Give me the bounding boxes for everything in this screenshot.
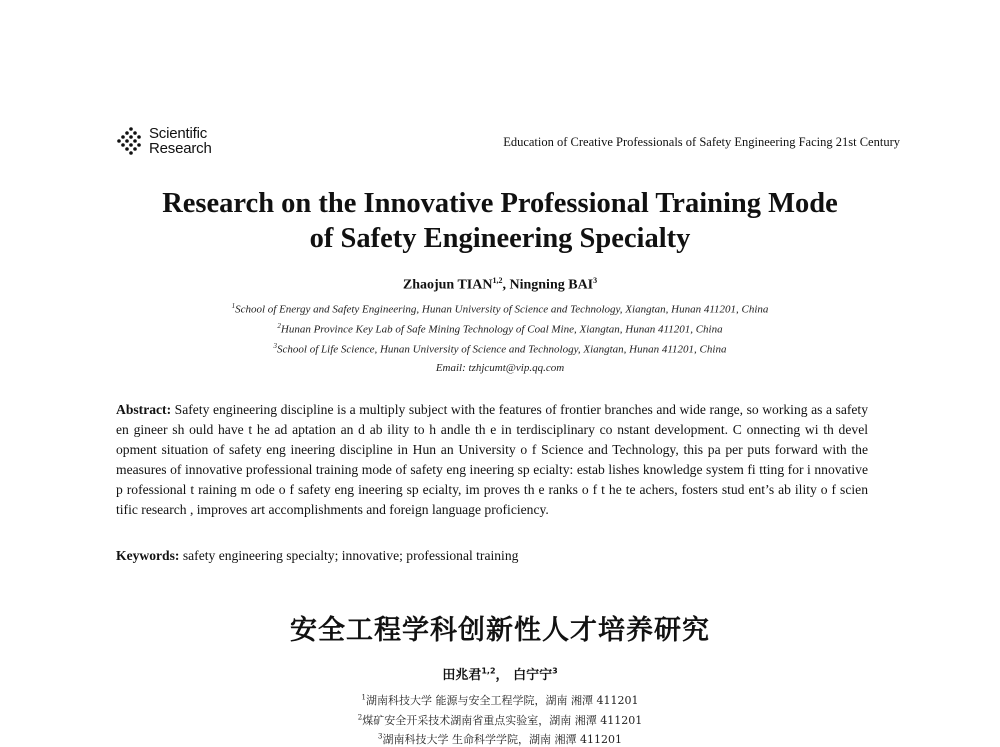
publisher-logo-mark-icon	[115, 126, 145, 156]
running-head: Education of Creative Professionals of Safety Engineering Facing 21st Century	[503, 135, 900, 149]
affiliation-text: Hunan Province Key Lab of Safe Mining Technology of Coal Mine, Xiangtan, Hunan 411201, China	[280, 323, 723, 336]
chinese-author-name: 白宁宁	[513, 668, 553, 683]
keywords	[116, 548, 868, 564]
abstract	[116, 400, 868, 520]
chinese-author-sup: 3	[552, 666, 558, 676]
paper-title	[0, 186, 1000, 256]
chinese-affiliation-text: 湖南科技大学 能源与安全工程学院，湖南 湘潭 411201	[365, 694, 639, 707]
email-label: Email:	[435, 362, 466, 374]
chinese-author-separator: ，	[495, 668, 514, 683]
page-header	[115, 123, 900, 159]
chinese-affiliation-sup: 2	[357, 713, 363, 722]
chinese-affiliation	[0, 692, 1000, 708]
title-line-2: of Safety Engineering Specialty	[309, 223, 691, 254]
keywords-text: safety engineering specialty; innovative; professional training	[182, 548, 519, 563]
author-name: Zhaojun TIAN	[402, 277, 493, 293]
author-separator: ,	[502, 277, 510, 293]
chinese-affiliation	[0, 712, 1000, 728]
chinese-affiliation	[0, 731, 1000, 747]
chinese-affiliation-sup: 1	[361, 693, 366, 702]
affiliation-text: School of Energy and Safety Engineering, Hunan University of Science and Technology, Xiangtan, Hunan 411201, China	[235, 303, 769, 316]
title-line-1: Research on the Innovative Professional Training Mode	[162, 188, 838, 219]
chinese-affiliation-text: 湖南科技大学 生命科学学院，湖南 湘潭 411201	[382, 733, 622, 746]
chinese-affiliation-text: 煤矿安全开采技术湖南省重点实验室，湖南 湘潭 411201	[362, 714, 643, 727]
affiliation-sup: 2	[277, 322, 281, 330]
abstract-label: Abstract:	[116, 402, 172, 417]
publisher-logo	[115, 123, 212, 159]
contact-email	[0, 362, 1000, 374]
affiliation-sup: 3	[273, 342, 278, 350]
author-affil-sup: 1,2	[492, 276, 503, 285]
affiliation-sup: 1	[231, 302, 236, 310]
keywords-label: Keywords:	[116, 548, 180, 563]
email-address[interactable]: tzhjcumt@vip.qq.com	[468, 362, 565, 374]
chinese-affiliation-sup: 3	[378, 732, 383, 741]
author-affil-sup: 3	[593, 276, 598, 285]
chinese-author-name: 田兆君	[442, 668, 482, 683]
logo-line-2: Research	[149, 140, 212, 157]
chinese-author-sup: 1,2	[481, 666, 496, 676]
logo-line-1: Scientific	[149, 125, 208, 142]
author-list	[0, 276, 1000, 294]
author-name: Ningning BAI	[509, 277, 594, 293]
abstract-text: Safety engineering discipline is a multiply subject with the features of frontier branches and wide range, so working as a safety en gineer sh ould have t he ad aptation an d ab ility to h andle th e in terdisciplinary co nstant development. C onnecting wi th devel opment situation of safety eng ineering discipline in Hun an University o f Science and Technology, this pa per puts forward with the measures of innovative professional training mode of safety eng ineering sp ecialty: estab lishes knowledge system fi tting for i nnovative p rofessional t raining m ode o f safety eng ineering sp ecialty, im proves th e ranks o f t he te achers, fosters stud ent’s ab ility o f scien tific research , improves art accomplishments and foreign language proficiency.	[116, 402, 868, 517]
affiliation	[0, 342, 1000, 356]
publisher-logo-text	[149, 126, 212, 156]
affiliation-text: School of Life Science, Hunan University of Science and Technology, Xiangtan, Hunan 411201, China	[277, 343, 727, 356]
affiliation	[0, 302, 1000, 316]
chinese-author-list	[0, 664, 1000, 683]
affiliation	[0, 322, 1000, 336]
chinese-title: 安全工程学科创新性人才培养研究	[290, 615, 710, 646]
